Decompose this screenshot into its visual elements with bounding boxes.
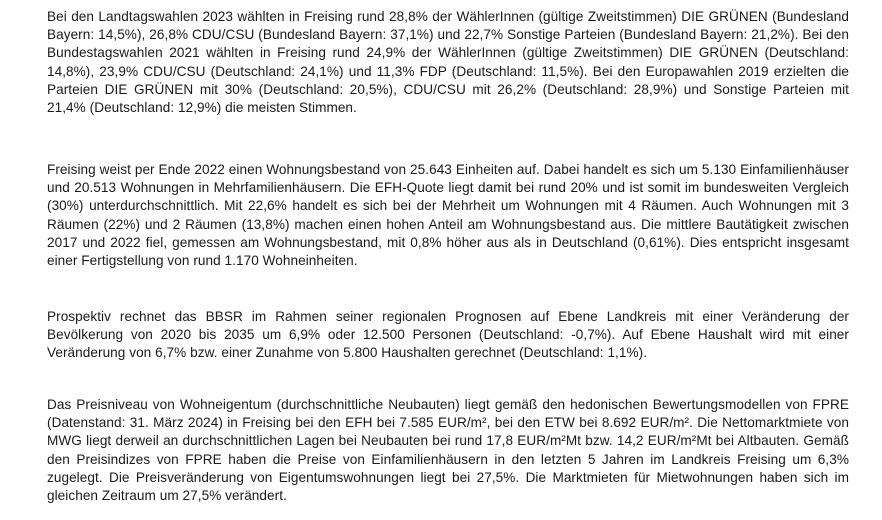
paragraph-election-results: Bei den Landtagswahlen 2023 wählten in Freising rund 28,8% der WählerInnen (gültige Zweitstimmen) DIE GRÜNEN (Bundesland Bayern: 14,5%), 26,8% CDU/CSU (Bundesland Bayern: 37,1%) und 22,7% Sonstige Parteien (Bundesland Bayern: 21,2%). Bei den Bundestagswahlen 2021 wählten in Freising rund 24,9% der WählerInnen (gültige Zweitstimmen) DIE GRÜNEN (Deutschland: 14,8%), 23,9% CDU/CSU (Deutschland: 24,1%) und 11,3% FDP (Deutschland: 11,5%). Bei den Europawahlen 2019 erzielten die Parteien DIE GRÜNEN mit 30% (Deutschland: 20,5%), CDU/CSU mit 26,2% (Deutschland: 28,9%) und Sonstige Parteien mit 21,4% (Deutschland: 12,9%) die meisten Stimmen. — [47, 9, 849, 116]
paragraph-population-forecast: Prospektiv rechnet das BBSR im Rahmen seiner regionalen Prognosen auf Ebene Landkreis mit einer Veränderung der Bevölkerung von 2020 bis 2035 um 6,9% oder 12.500 Personen (Deutschland: -0,7%). Auf Ebene Haushalt wird mit einer Veränderung von 6,7% bzw. einer Zunahme von 5.800 Haushalten gerechnet (Deutschland: 1,1%). — [47, 309, 849, 361]
paragraph-housing-stock: Freising weist per Ende 2022 einen Wohnungsbestand von 25.643 Einheiten auf. Dabei handelt es sich um 5.130 Einfamilienhäuser und 20.513 Wohnungen in Mehrfamilienhäusern. Die EFH-Quote liegt damit bei rund 20% und ist somit im bundesweiten Vergleich (30%) unterdurchschnittlich. Mit 22,6% handelt es sich bei der Mehrheit um Wohnungen mit 4 Räumen. Auch Wohnungen mit 3 Räumen (22%) und 2 Räumen (13,8%) machen einen hohen Anteil am Wohnungsbestand aus. Die mittlere Bautätigkeit zwischen 2017 und 2022 fiel, gemessen am Wohnungsbestand, mit 0,8% höher aus als in Deutschland (0,61%). Dies entspricht insgesamt einer Fertigstellung von rund 1.170 Wohneinheiten. — [47, 162, 849, 269]
paragraph-price-level: Das Preisniveau von Wohneigentum (durchschnittliche Neubauten) liegt gemäß den hedonischen Bewertungsmodellen von FPRE (Datenstand: 31. März 2024) in Freising bei den EFH bei 7.585 EUR/m², bei den ETW bei 8.692 EUR/m². Die Nettomarktmiete von MWG liegt derweil an durchschnittlichen Lagen bei Neubauten bei rund 17,8 EUR/m²Mt bzw. 14,2 EUR/m²Mt bei Altbauten. Gemäß den Preisindizes von FPRE haben die Preise von Einfamilienhäusern in den letzten 5 Jahren im Landkreis Freising um 6,3% zugelegt. Die Preisveränderung von Eigentumswohnungen liegt bei 27,5%. Die Marktmieten für Mietwohnungen haben sich im gleichen Zeitraum um 27,5% verändert. — [47, 397, 849, 504]
